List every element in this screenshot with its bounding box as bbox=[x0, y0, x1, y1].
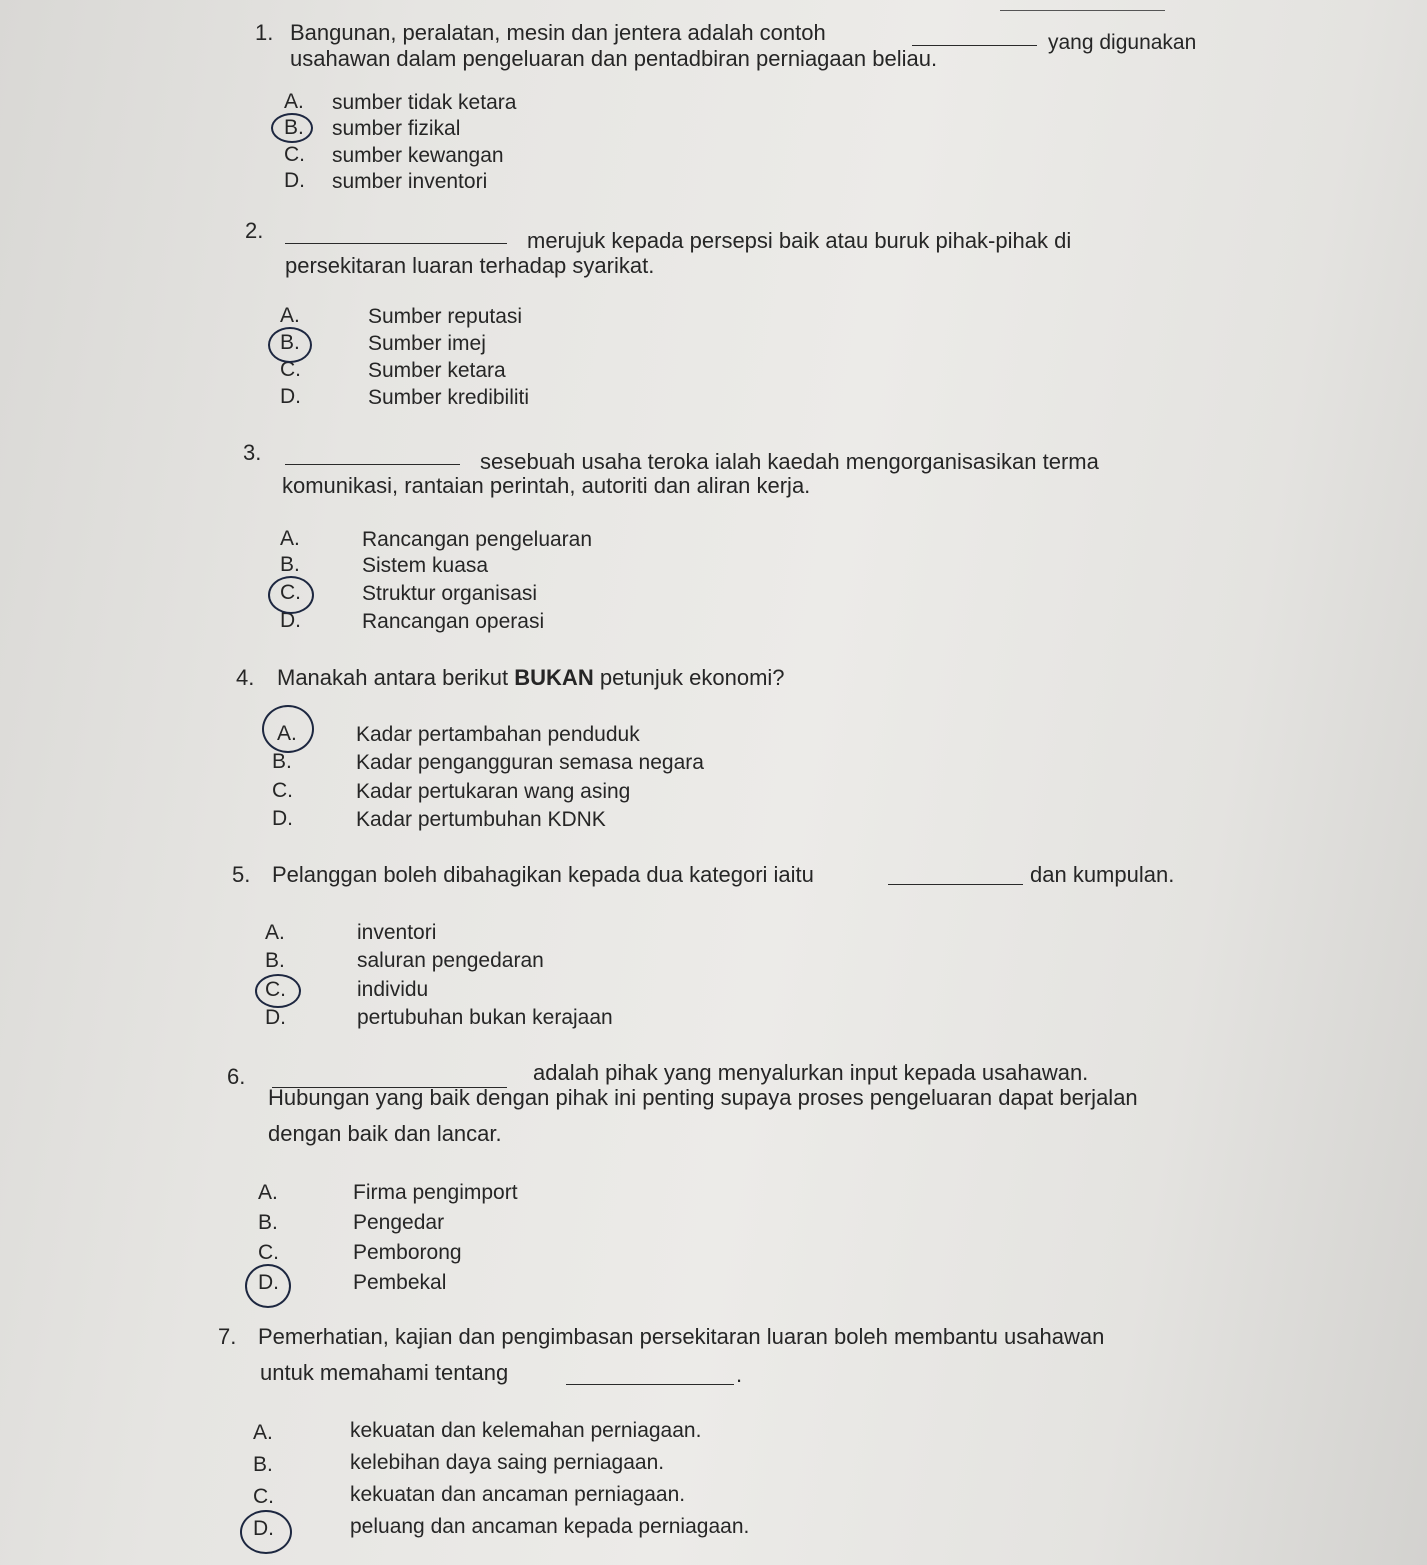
option-text: Pembekal bbox=[353, 1271, 447, 1294]
option-letter: A. bbox=[280, 304, 300, 327]
option-letter: C. bbox=[280, 581, 301, 604]
question-text: komunikasi, rantaian perintah, autoriti dan aliran kerja. bbox=[282, 473, 811, 498]
option-letter: A. bbox=[253, 1421, 273, 1444]
question-number: 6. bbox=[227, 1064, 246, 1089]
option-text: Kadar pertumbuhan KDNK bbox=[356, 808, 606, 831]
option-text: sumber fizikal bbox=[332, 117, 461, 140]
option-text: saluran pengedaran bbox=[357, 949, 544, 972]
option-text: Sumber kredibiliti bbox=[368, 386, 530, 409]
option-letter: C. bbox=[258, 1241, 279, 1264]
question-text-part: Manakah antara berikut bbox=[277, 665, 509, 690]
question-text: . bbox=[736, 1362, 743, 1387]
option-text: inventori bbox=[357, 921, 437, 944]
question-text: untuk memahami tentang bbox=[260, 1360, 509, 1385]
option-letter: A. bbox=[280, 527, 300, 550]
option-letter: D. bbox=[258, 1271, 279, 1294]
option-text: Sumber ketara bbox=[368, 359, 506, 382]
option-text: Pengedar bbox=[353, 1211, 445, 1234]
option-letter: C. bbox=[280, 358, 301, 381]
question-text: merujuk kepada persepsi baik atau buruk pihak-pihak di bbox=[527, 228, 1072, 253]
option-letter: C. bbox=[253, 1485, 274, 1508]
option-letter: A. bbox=[265, 921, 285, 944]
question-text: Pelanggan boleh dibahagikan kepada dua kategori iaitu bbox=[272, 862, 814, 887]
option-letter: B. bbox=[280, 331, 300, 354]
option-letter: D. bbox=[280, 609, 301, 632]
option-letter: D. bbox=[272, 807, 293, 830]
option-letter: A. bbox=[284, 90, 304, 113]
option-letter: C. bbox=[284, 143, 305, 166]
option-text: Sistem kuasa bbox=[362, 554, 489, 577]
option-text: Sumber imej bbox=[368, 332, 486, 355]
answer-blank bbox=[285, 225, 507, 244]
option-letter: B. bbox=[253, 1453, 273, 1476]
option-text: kekuatan dan kelemahan perniagaan. bbox=[350, 1419, 702, 1442]
option-letter: B. bbox=[258, 1211, 278, 1234]
option-text: Sumber reputasi bbox=[368, 305, 523, 328]
option-text: Kadar pertukaran wang asing bbox=[356, 780, 631, 803]
option-text: Rancangan operasi bbox=[362, 610, 545, 633]
option-letter: B. bbox=[284, 116, 304, 139]
option-text: Kadar pengangguran semasa negara bbox=[356, 751, 704, 774]
option-text: individu bbox=[357, 978, 429, 1001]
answer-blank bbox=[888, 866, 1023, 885]
option-letter: B. bbox=[272, 750, 292, 773]
header-line bbox=[1000, 10, 1165, 11]
emphasis-text: BUKAN bbox=[514, 665, 594, 690]
question-number: 5. bbox=[232, 862, 251, 887]
question-text: persekitaran luaran terhadap syarikat. bbox=[285, 253, 655, 278]
question-text-part: petunjuk ekonomi? bbox=[599, 665, 785, 690]
option-text: Rancangan pengeluaran bbox=[362, 528, 593, 551]
option-letter: A. bbox=[277, 722, 297, 745]
option-letter: A. bbox=[258, 1181, 278, 1204]
option-text: peluang dan ancaman kepada perniagaan. bbox=[350, 1515, 750, 1538]
option-text: sumber tidak ketara bbox=[332, 91, 517, 114]
option-letter: D. bbox=[253, 1517, 274, 1540]
option-text: kelebihan daya saing perniagaan. bbox=[350, 1451, 665, 1474]
option-letter: C. bbox=[265, 978, 286, 1001]
question-number: 1. bbox=[255, 20, 274, 45]
option-letter: D. bbox=[265, 1006, 286, 1029]
question-text: Bangunan, peralatan, mesin dan jentera adalah contoh bbox=[290, 20, 826, 45]
option-text: sumber kewangan bbox=[332, 144, 504, 167]
question-text bbox=[277, 665, 785, 691]
question-text: Hubungan yang baik dengan pihak ini penting supaya proses pengeluaran dapat berjalan bbox=[268, 1085, 1138, 1110]
question-text: usahawan dalam pengeluaran dan pentadbiran perniagaan beliau. bbox=[290, 46, 938, 71]
option-text: sumber inventori bbox=[332, 170, 488, 193]
answer-blank bbox=[285, 446, 460, 465]
option-text: Kadar pertambahan penduduk bbox=[356, 723, 640, 746]
question-number: 2. bbox=[245, 218, 264, 243]
question-text: sesebuah usaha teroka ialah kaedah mengorganisasikan terma bbox=[480, 449, 1099, 474]
option-letter: D. bbox=[284, 169, 305, 192]
question-number: 7. bbox=[218, 1324, 237, 1349]
question-text: dan kumpulan. bbox=[1030, 862, 1175, 887]
option-text: kekuatan dan ancaman perniagaan. bbox=[350, 1483, 686, 1506]
question-text: dengan baik dan lancar. bbox=[268, 1121, 502, 1146]
answer-blank bbox=[912, 27, 1037, 46]
option-text: Pemborong bbox=[353, 1241, 462, 1264]
option-letter: B. bbox=[280, 553, 300, 576]
question-text: Pemerhatian, kajian dan pengimbasan persekitaran luaran boleh membantu usahawan bbox=[258, 1324, 1105, 1349]
option-text: Struktur organisasi bbox=[362, 582, 538, 605]
option-letter: C. bbox=[272, 779, 293, 802]
option-text: pertubuhan bukan kerajaan bbox=[357, 1006, 613, 1029]
option-letter: D. bbox=[280, 385, 301, 408]
question-number: 4. bbox=[236, 665, 255, 690]
option-text: Firma pengimport bbox=[353, 1181, 518, 1204]
answer-blank bbox=[566, 1366, 734, 1385]
option-letter: B. bbox=[265, 949, 285, 972]
question-text: adalah pihak yang menyalurkan input kepada usahawan. bbox=[533, 1060, 1089, 1085]
question-number: 3. bbox=[243, 440, 262, 465]
question-text: yang digunakan bbox=[1048, 31, 1197, 54]
